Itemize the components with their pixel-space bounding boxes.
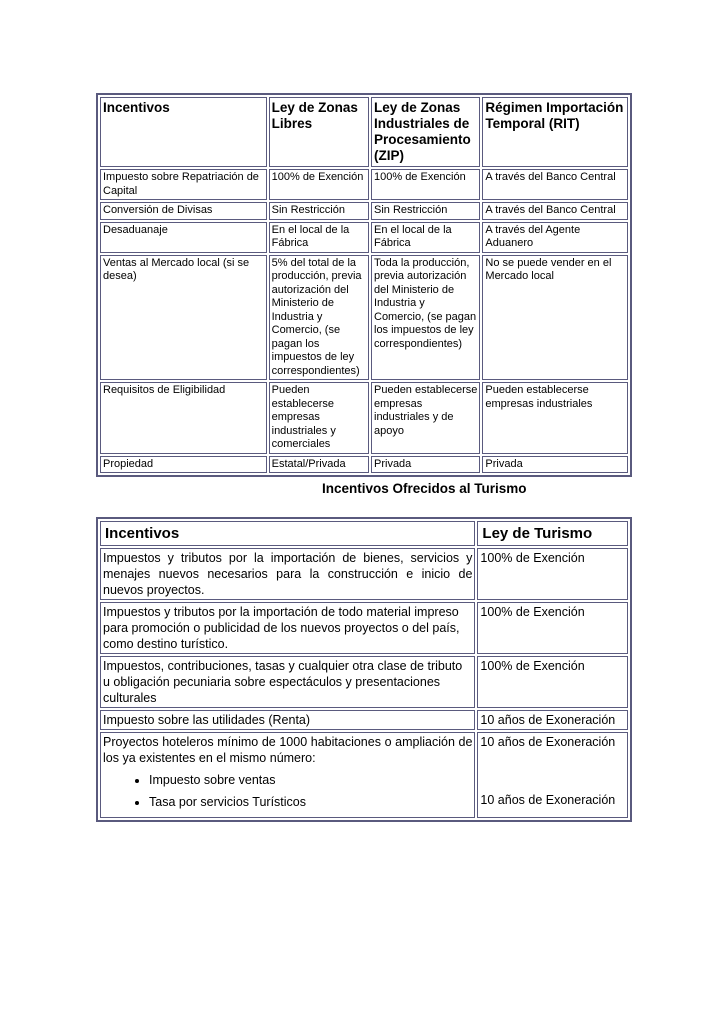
table-cell: Conversión de Divisas [100,202,267,220]
table-cell: A través del Banco Central [482,202,628,220]
free-zones-incentives-table [96,93,632,477]
header-cell: Régimen Importación Temporal (RIT) [482,97,628,167]
header-cell: Ley de Zonas Industriales de Procesamiento (ZIP) [371,97,480,167]
tourism-section-title: Incentivos Ofrecidos al Turismo [322,481,527,496]
table-cell: 10 años de Exoneración [477,710,628,730]
table-cell: Impuesto sobre Repatriación de Capital [100,169,267,200]
table-cell: Pueden establecerse empresas industriales y comerciales [269,382,369,454]
table-row [100,548,628,600]
exoneration-value: 10 años de Exoneración [480,793,616,807]
header-cell: Ley de Zonas Libres [269,97,369,167]
table-cell: Requisitos de Eligibilidad [100,382,267,454]
table-cell: 100% de Exención [477,548,628,600]
table-cell: A través del Banco Central [482,169,628,200]
bullet-list [103,772,472,810]
table-cell: Privada [371,456,480,474]
table-row [100,710,628,730]
exoneration-value: 10 años de Exoneración [480,735,616,749]
table-row [100,169,628,200]
table-cell: Impuestos y tributos por la importación de bienes, servicios y menajes nuevos necesarios para la construcción e inicio de nuevos proyectos. [100,548,475,600]
table-row [100,255,628,381]
table-cell: 100% de Exención [477,656,628,708]
list-item: • Impuesto sobre ventas [149,772,472,788]
table-row [100,382,628,454]
table-cell: Impuestos y tributos por la importación de todo material impreso para promoción o publicidad de los nuevos proyectos o del país, como destino turístico. [100,602,475,654]
hotel-projects-text: Proyectos hoteleros mínimo de 1000 habitaciones o ampliación de los ya existentes en el mismo número: [103,735,473,765]
table-cell: Privada [482,456,628,474]
table-cell: 5% del total de la producción, previa autorización del Ministerio de Industria y Comercio, (se pagan los impuestos de ley correspondientes) [269,255,369,381]
table-row [100,602,628,654]
table-cell: A través del Agente Aduanero [482,222,628,253]
table-cell [477,732,628,818]
table-cell: 100% de Exención [477,602,628,654]
table-row [100,656,628,708]
table-header-row [100,521,628,546]
table-cell: Toda la producción, previa autorización del Ministerio de Industria y Comercio, (se pagan los impuestos de ley correspondientes) [371,255,480,381]
table-cell [100,732,475,818]
table-cell: Desaduanaje [100,222,267,253]
tourism-incentives-table [96,517,632,822]
table-cell: No se puede vender en el Mercado local [482,255,628,381]
table-cell: En el local de la Fábrica [269,222,369,253]
table-cell: 100% de Exención [269,169,369,200]
table-cell: Sin Restricción [269,202,369,220]
table-row [100,732,628,818]
table-cell: Pueden establecerse empresas industriales y de apoyo [371,382,480,454]
header-cell: Incentivos [100,521,475,546]
table-header-row [100,97,628,167]
table-row [100,456,628,474]
table-cell: Impuestos, contribuciones, tasas y cualquier otra clase de tributo u obligación pecuniaria sobre espectáculos y presentaciones culturales [100,656,475,708]
table-cell: Impuesto sobre las utilidades (Renta) [100,710,475,730]
table-cell: Sin Restricción [371,202,480,220]
table-row [100,222,628,253]
table-cell: Propiedad [100,456,267,474]
table-cell: Estatal/Privada [269,456,369,474]
table-cell: Ventas al Mercado local (si se desea) [100,255,267,381]
table-row [100,202,628,220]
table-cell: 100% de Exención [371,169,480,200]
table-cell: Pueden establecerse empresas industriales [482,382,628,454]
header-cell: Ley de Turismo [477,521,628,546]
list-item: • Tasa por servicios Turísticos [149,794,472,810]
header-cell: Incentivos [100,97,267,167]
table-cell: En el local de la Fábrica [371,222,480,253]
